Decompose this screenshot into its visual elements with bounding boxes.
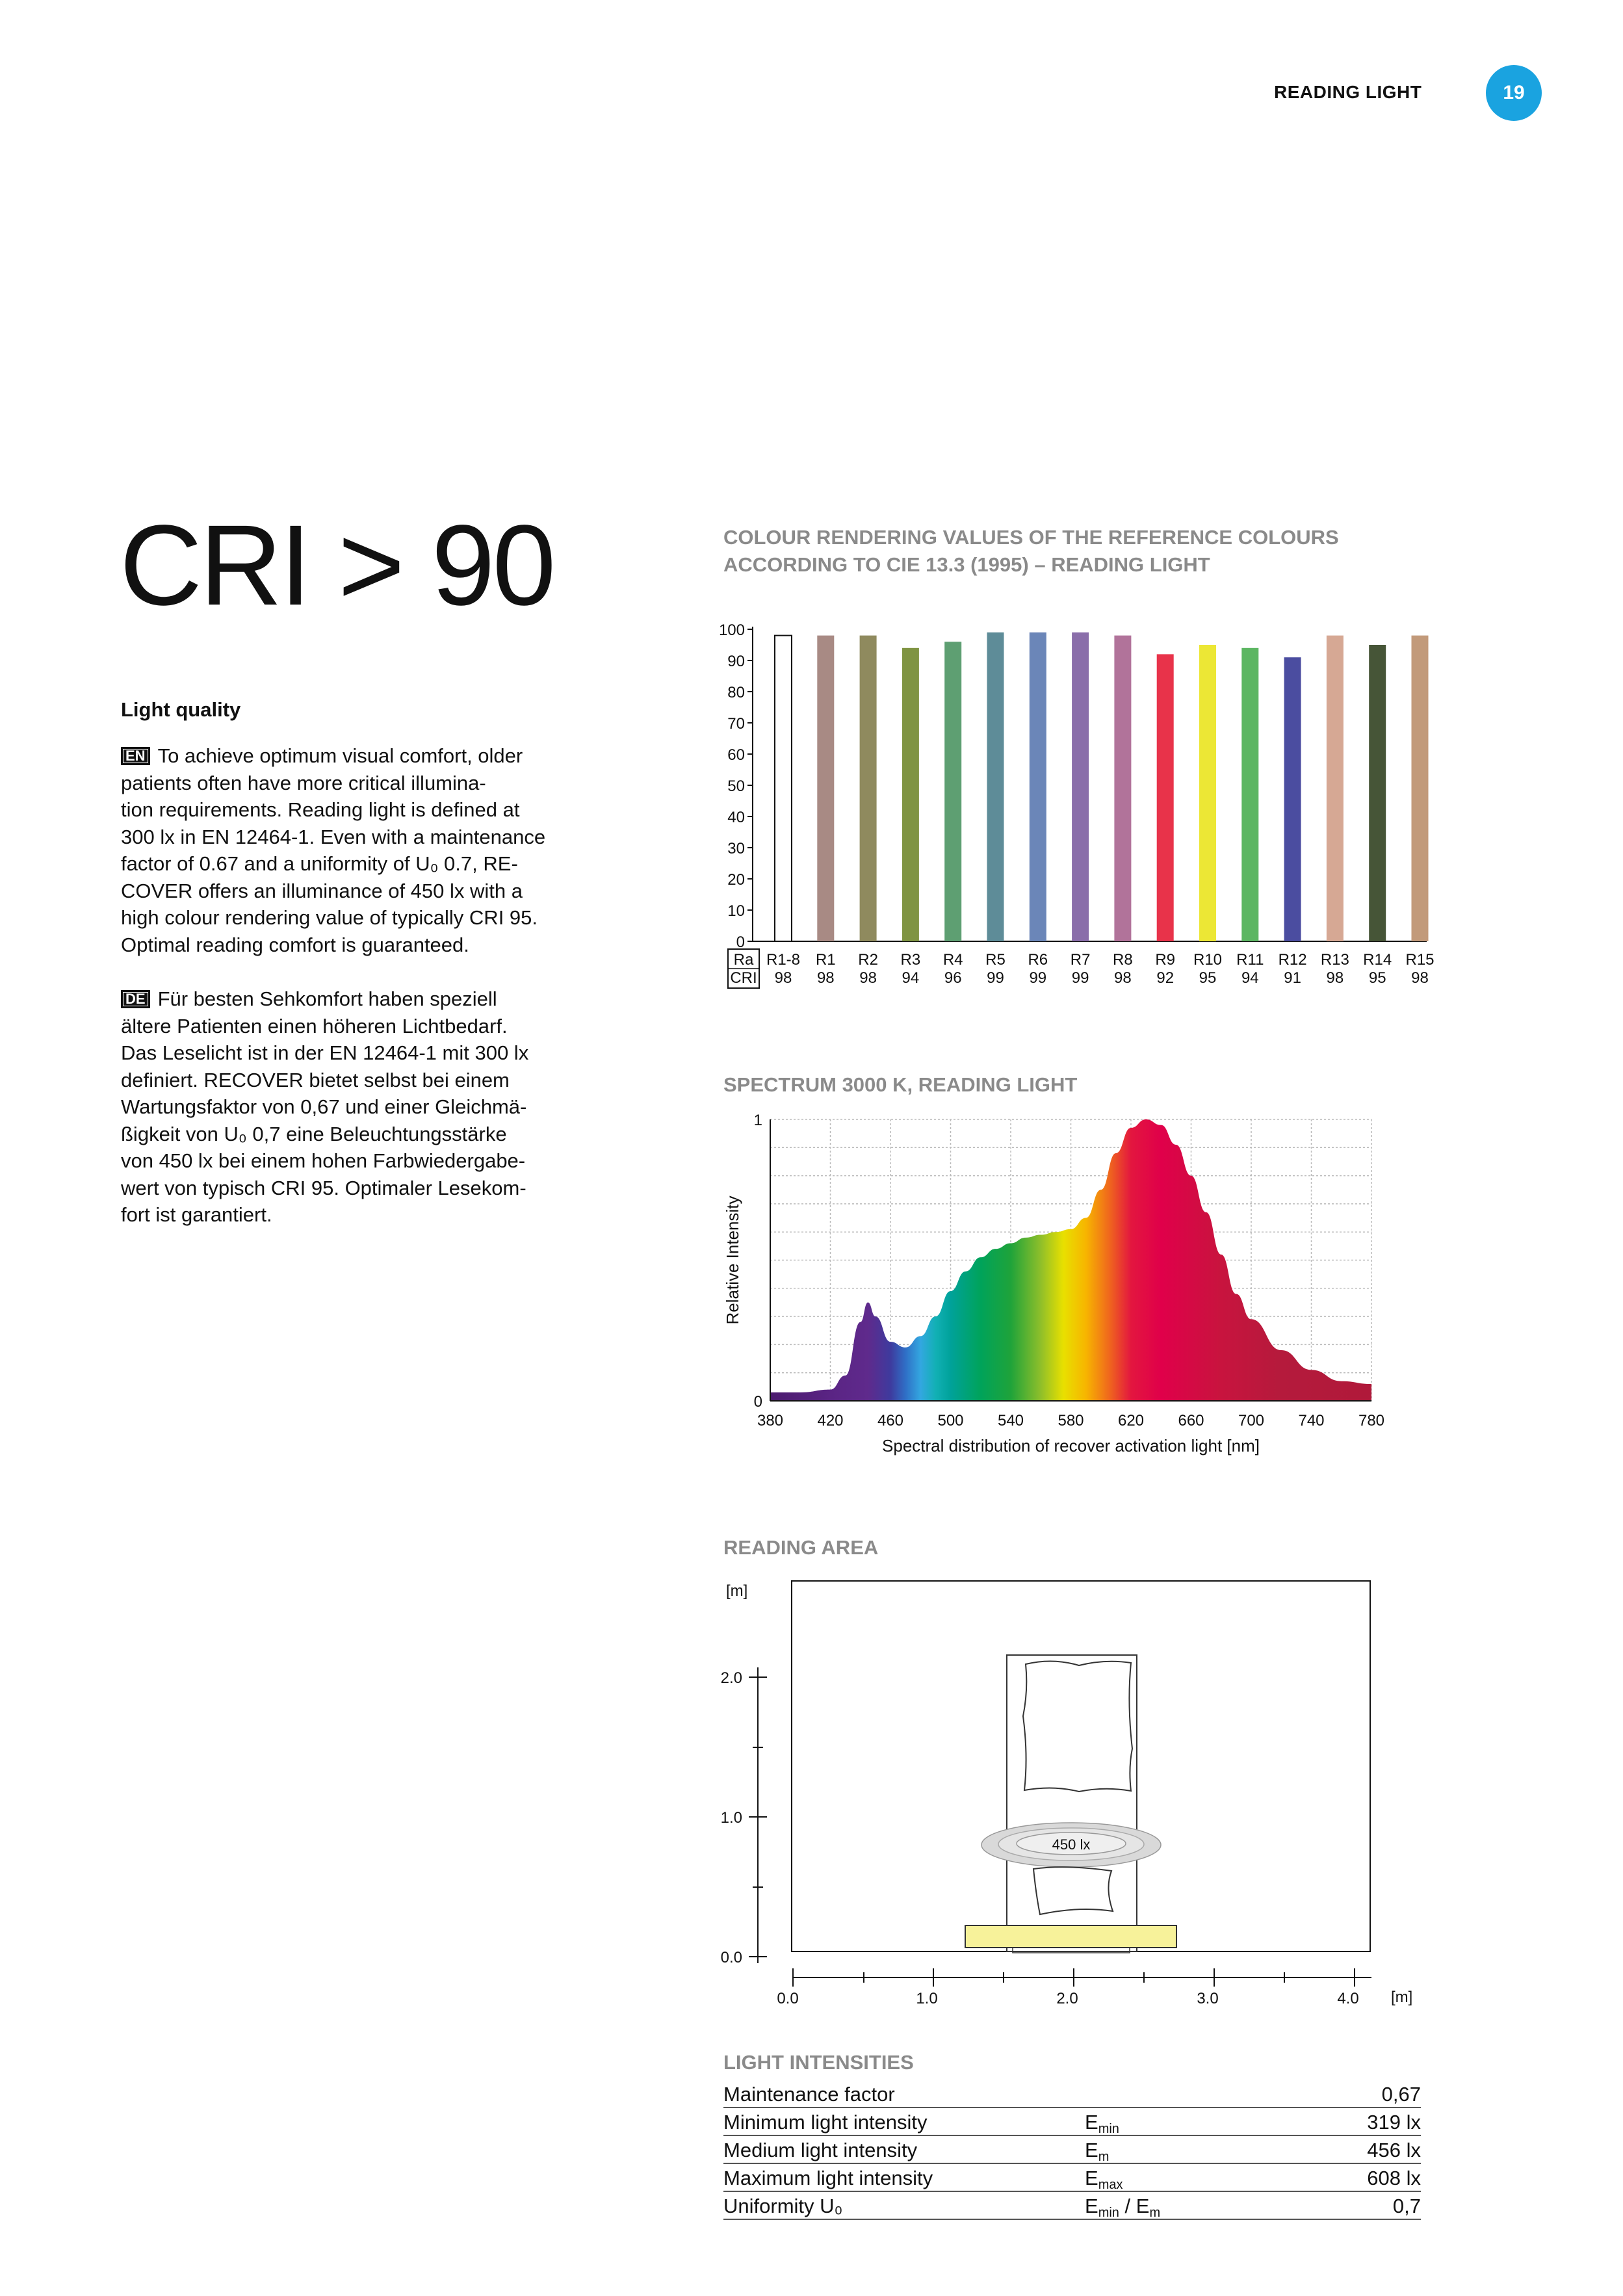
spectrum-y-tick: 0	[753, 1393, 762, 1411]
cri-y-tick-label: 40	[727, 809, 745, 826]
hero-title: CRI > 90	[120, 502, 554, 629]
en-line-4: factor of 0.67 and a uniformity of U₀ 0.7, RE-	[121, 852, 518, 875]
spectrum-x-tick: 500	[937, 1412, 964, 1429]
cri-value-label: 94	[902, 969, 920, 987]
cri-bar-chart	[715, 611, 1435, 1001]
cri-category-label: R8	[1113, 951, 1133, 969]
english-text	[121, 742, 589, 958]
y-tick-0: 0.0	[720, 1949, 742, 1966]
cri-title-line-1: COLOUR RENDERING VALUES OF THE REFERENCE COLOURS	[723, 526, 1339, 549]
cri-value-label: 98	[1114, 969, 1132, 987]
german-text	[121, 985, 589, 1229]
cri-bar	[1327, 636, 1344, 941]
intensity-label: Uniformity U₀	[723, 2195, 843, 2217]
page-number-badge: 19	[1486, 65, 1542, 121]
spectrum-title: SPECTRUM 3000 K, READING LIGHT	[723, 1073, 1078, 1096]
spectrum-x-tick: 660	[1178, 1412, 1204, 1429]
en-tag: EN	[121, 747, 150, 765]
intensity-row	[723, 2108, 1421, 2136]
cri-title-line-2: ACCORDING TO CIE 13.3 (1995) – READING LIGHT	[723, 553, 1210, 576]
x-tick-1: 1.0	[916, 1990, 938, 2007]
spectrum-x-tick: 620	[1117, 1412, 1145, 1429]
cri-value-label: 98	[1326, 969, 1344, 987]
cri-y-tick-label: 60	[727, 746, 745, 764]
cri-y-tick-label: 10	[727, 902, 745, 920]
cri-bar	[1199, 645, 1216, 941]
cri-category-label: R9	[1155, 951, 1176, 969]
cri-y-tick-label: 90	[727, 653, 745, 670]
room-outline	[792, 1581, 1370, 1951]
cri-bar	[1072, 633, 1089, 941]
spectrum-x-label: Spectral distribution of recover activation light [nm]	[882, 1436, 1260, 1455]
cri-value-label: 96	[944, 969, 962, 987]
de-line-8: fort ist garantiert.	[121, 1203, 272, 1226]
intensity-row	[723, 2136, 1421, 2164]
cri-y-tick-label: 80	[727, 684, 745, 701]
cri-category-label: R5	[985, 951, 1006, 969]
en-line-5: COVER offers an illuminance of 450 lx with a	[121, 879, 523, 902]
intensity-value: 456 lx	[1367, 2139, 1421, 2161]
de-line-6: von 450 lx bei einem hohen Farbwiedergabe-	[121, 1149, 526, 1172]
x-tick-0: 0.0	[777, 1990, 799, 2007]
cri-bar	[1157, 654, 1174, 941]
section-header: READING LIGHT	[1274, 82, 1422, 102]
blanket-icon	[1023, 1661, 1132, 1792]
cri-y-tick-label: 0	[736, 933, 745, 951]
light-intensities-title: LIGHT INTENSITIES	[723, 2051, 914, 2074]
intensity-row	[723, 2164, 1421, 2192]
intensity-label: Maintenance factor	[723, 2083, 895, 2106]
cri-value-label: 98	[816, 969, 835, 987]
intensity-label: Minimum light intensity	[723, 2111, 928, 2133]
spectrum-x-tick: 460	[877, 1412, 904, 1429]
en-line-2: tion requirements. Reading light is defined at	[121, 798, 520, 821]
de-tag: DE	[121, 990, 150, 1008]
intensity-value: 319 lx	[1367, 2111, 1421, 2133]
de-line-7: wert von typisch CRI 95. Optimaler Lesekom-	[121, 1176, 526, 1199]
en-line-1: patients often have more critical illumina-	[121, 771, 486, 794]
cri-category-label: R14	[1363, 951, 1392, 969]
cri-bar	[987, 633, 1004, 941]
cri-category-label: R7	[1070, 951, 1091, 969]
cri-y-tick-label: 100	[718, 621, 745, 639]
bed-outline	[1007, 1655, 1137, 1951]
de-line-2: Das Leselicht ist in der EN 12464-1 mit 300 lx	[121, 1041, 529, 1064]
x-tick-4: 4.0	[1337, 1990, 1359, 2007]
spectrum-chart	[715, 1105, 1430, 1469]
cri-value-label: 99	[987, 969, 1004, 987]
spectrum-x-tick: 780	[1358, 1412, 1385, 1429]
cri-bar	[1369, 645, 1386, 941]
spectrum-y-tick: 1	[753, 1112, 762, 1129]
de-line-5: ßigkeit von U₀ 0,7 eine Beleuchtungsstärke	[121, 1122, 507, 1145]
de-line-1: ältere Patienten einen höheren Lichtbedarf.	[121, 1014, 508, 1037]
cri-category-label: R1	[815, 951, 836, 969]
spectrum-y-label: Relative Intensity	[723, 1195, 742, 1325]
intensity-symbol: $E_m$	[1085, 2139, 1110, 2164]
luminaire	[965, 1925, 1176, 1948]
cri-y-tick-label: 50	[727, 777, 745, 795]
cri-bar	[1412, 636, 1429, 941]
y-tick-1: 1.0	[720, 1809, 742, 1827]
cri-bar	[1284, 657, 1301, 941]
cri-value-label: 98	[859, 969, 877, 987]
x-tick-2: 2.0	[1056, 1990, 1078, 2007]
cri-category-label: R15	[1405, 951, 1435, 969]
reading-area-diagram	[715, 1573, 1430, 2015]
cri-value-label: 94	[1241, 969, 1259, 987]
cri-category-label: R12	[1278, 951, 1307, 969]
intensity-symbol: $E_{min} / E_m$	[1085, 2195, 1161, 2220]
cri-value-label: 95	[1368, 969, 1386, 987]
intensity-value: 0,67	[1381, 2083, 1421, 2106]
cri-category-label: R3	[900, 951, 921, 969]
cri-value-label: 91	[1284, 969, 1301, 987]
y-tick-2: 2.0	[720, 1669, 742, 1687]
en-line-7: Optimal reading comfort is guaranteed.	[121, 933, 469, 956]
cri-category-label: R13	[1320, 951, 1349, 969]
cri-bar	[860, 636, 877, 941]
en-line-6: high colour rendering value of typically CRI 95.	[121, 906, 538, 929]
light-intensities-table	[723, 2080, 1421, 2220]
intensity-row	[723, 2080, 1421, 2108]
cri-bar	[817, 636, 834, 941]
lux-label: 450 lx	[1052, 1836, 1091, 1853]
light-quality-heading: Light quality	[121, 698, 241, 721]
pillow-icon	[1033, 1867, 1113, 1914]
spectrum-x-tick: 740	[1298, 1412, 1325, 1429]
intensity-value: 608 lx	[1367, 2167, 1421, 2189]
cri-category-label: R2	[858, 951, 878, 969]
x-unit: [m]	[1391, 1989, 1413, 2006]
spectrum-x-tick: 380	[757, 1412, 784, 1429]
ra-label: Ra	[733, 951, 754, 969]
cri-value-label: 95	[1199, 969, 1217, 987]
cri-y-tick-label: 30	[727, 840, 745, 857]
de-line-0: DE Für besten Sehkomfort haben speziell	[121, 985, 589, 1013]
cri-category-label: R4	[942, 951, 963, 969]
de-line-3: definiert. RECOVER bietet selbst bei einem	[121, 1068, 510, 1091]
intensity-row	[723, 2192, 1421, 2220]
intensity-value: 0,7	[1392, 2195, 1421, 2217]
cri-value-label: 99	[1071, 969, 1089, 987]
cri-value-label: 92	[1156, 969, 1175, 987]
cri-category-label: R6	[1028, 951, 1048, 969]
intensity-label: Medium light intensity	[723, 2139, 918, 2161]
cri-label: CRI	[730, 969, 757, 987]
intensity-symbol: $E_{max}$	[1085, 2167, 1123, 2192]
cri-category-label: R10	[1193, 951, 1223, 969]
cri-y-tick-label: 70	[727, 715, 745, 733]
cri-category-label: R1-8	[766, 951, 801, 969]
x-tick-3: 3.0	[1197, 1990, 1219, 2007]
cri-bar	[902, 648, 919, 941]
cri-y-tick-label: 20	[727, 871, 745, 889]
en-line-0: EN To achieve optimum visual comfort, older	[121, 742, 589, 770]
de-line-4: Wartungsfaktor von 0,67 und einer Gleichmä-	[121, 1095, 527, 1118]
spectrum-x-tick: 700	[1238, 1412, 1265, 1429]
spectrum-x-tick: 420	[817, 1412, 844, 1429]
cri-bar	[1114, 636, 1131, 941]
cri-chart-title	[723, 524, 1339, 579]
cri-bar	[944, 642, 961, 941]
cri-category-label: R11	[1236, 951, 1264, 969]
cri-bar	[1241, 648, 1258, 941]
cri-value-label: 99	[1029, 969, 1047, 987]
spectrum-x-tick: 540	[997, 1412, 1024, 1429]
reading-area-title: READING AREA	[723, 1536, 879, 1559]
cri-value-label: 98	[1411, 969, 1429, 987]
y-unit: [m]	[726, 1582, 748, 1600]
cri-bar	[775, 636, 792, 941]
intensity-symbol: $E_{min}$	[1085, 2111, 1119, 2136]
intensity-label: Maximum light intensity	[723, 2167, 933, 2189]
en-line-3: 300 lx in EN 12464-1. Even with a maintenance	[121, 825, 546, 848]
cri-bar	[1030, 633, 1046, 941]
spectrum-x-tick: 580	[1058, 1412, 1084, 1429]
cri-value-label: 98	[774, 969, 792, 987]
